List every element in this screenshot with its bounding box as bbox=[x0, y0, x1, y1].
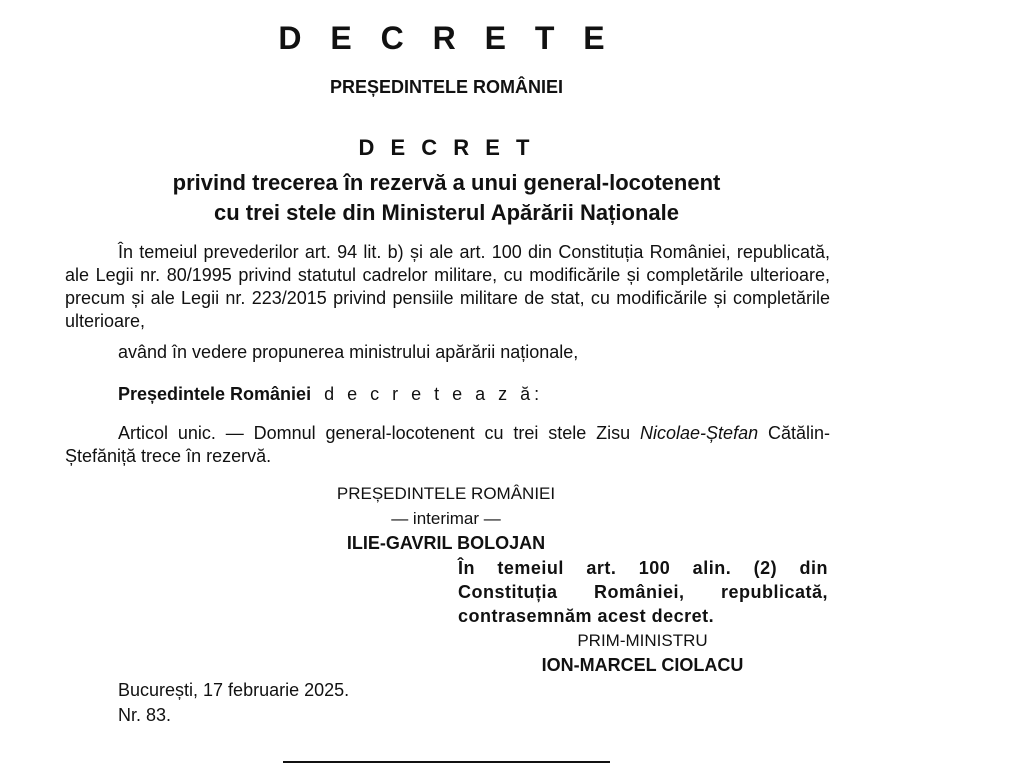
decree-subject-line2: cu trei stele din Ministerul Apărării Naționale bbox=[214, 200, 679, 225]
article-text-after: Cătălin-Ștefăniță trece în rezervă. bbox=[65, 423, 831, 466]
issuer-heading: PREȘEDINTELE ROMÂNIEI bbox=[329, 77, 564, 97]
signature-name: ILIE-GAVRIL BOLOJAN bbox=[346, 533, 546, 553]
countersignature-title: PRIM-MINISTRU bbox=[577, 631, 708, 650]
considering-paragraph: având în vedere propunerea ministrului apărării naționale, bbox=[118, 342, 579, 362]
decrees-verb: d e c r e t e a z ă: bbox=[324, 384, 544, 404]
countersignature-name: ION-MARCEL CIOLACU bbox=[541, 655, 744, 675]
decree-title: D E C R E T bbox=[358, 135, 535, 160]
article-paragraph bbox=[65, 422, 830, 468]
decrees-subject: Președintele României bbox=[118, 384, 312, 404]
decree-subject-line1: privind trecerea în rezervă a unui general-locotenent bbox=[172, 170, 721, 195]
signature-title: PREȘEDINTELE ROMÂNIEI bbox=[336, 484, 556, 503]
decree-subject bbox=[0, 168, 893, 228]
signature-interim: — interimar — bbox=[391, 509, 501, 528]
decree-number: Nr. 83. bbox=[118, 705, 172, 725]
bottom-divider bbox=[283, 761, 610, 763]
article-name-italic: Nicolae-Ștefan bbox=[640, 423, 759, 443]
article-text-before: Articol unic. — Domnul general-locotenent cu trei stele Zisu bbox=[118, 423, 641, 443]
section-title: D E C R E T E bbox=[278, 20, 615, 56]
preamble-paragraph: În temeiul prevederilor art. 94 lit. b) și ale art. 100 din Constituția României, republicată, ale Legii nr. 80/1995 privind statutul cadrelor militare, cu modificările și completările ulterioare, precum și ale Legii nr. 223/2015 privind pensiile militare de stat, cu modificările și completările ulterioare, bbox=[65, 242, 830, 331]
decrees-line bbox=[118, 384, 543, 405]
place-date: București, 17 februarie 2025. bbox=[118, 680, 350, 700]
countersignature-text: În temeiul art. 100 alin. (2) din Constituția României, republicată, contrasemnăm acest decret. bbox=[458, 558, 828, 626]
